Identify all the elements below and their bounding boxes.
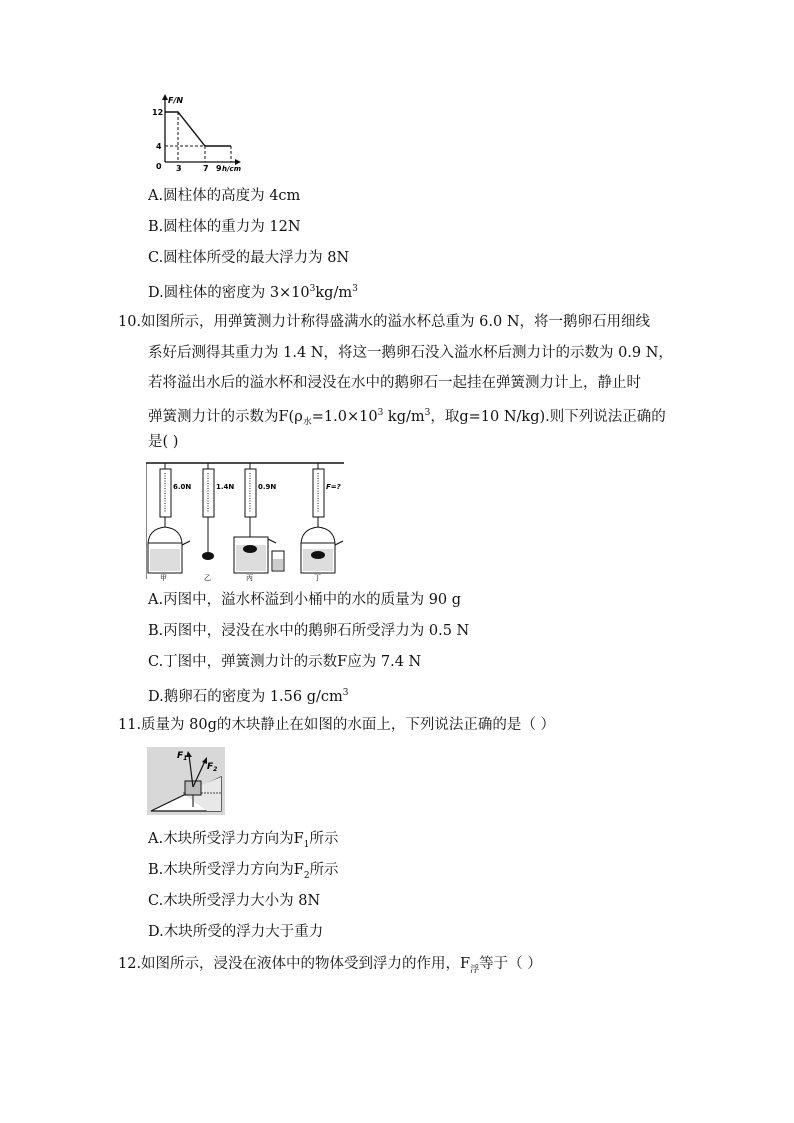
graph-ytick: 0 bbox=[156, 162, 162, 171]
q10-option-b: B.丙图中，浸没在水中的鹅卵石所受浮力为 0.5 N bbox=[148, 623, 470, 639]
q10-option-c: C.丁图中，弹簧测力计的示数F应为 7.4 N bbox=[148, 654, 422, 670]
q9-option-b: B.圆柱体的重力为 12N bbox=[148, 219, 301, 235]
q10-stem-line-1: 10.如图所示，用弹簧测力计称得盛满水的溢水杯总重为 6.0 N，将一鹅卵石用细线 bbox=[118, 314, 651, 330]
graph-xlabel: h/cm bbox=[222, 165, 241, 172]
q9-option-c: C.圆柱体所受的最大浮力为 8N bbox=[148, 250, 350, 266]
graph-ylabel: F/N bbox=[168, 96, 184, 105]
q11-stem: 11.质量为 80g的木块静止在如图的水面上，下列说法正确的是（ ） bbox=[118, 717, 556, 733]
graph-ytick: 12 bbox=[152, 108, 164, 117]
caption-bing: 丙 bbox=[246, 574, 253, 581]
force-depth-graph bbox=[145, 92, 245, 172]
reading-jia: 6.0N bbox=[173, 483, 192, 491]
q10-stem-line-2: 系好后测得其重力为 1.4 N，将这一鹅卵石没入溢水杯后测力计的示数为 0.9 N， bbox=[148, 345, 673, 361]
scale-ding bbox=[301, 463, 343, 573]
scale-jia bbox=[148, 463, 190, 573]
q11-option-b: B.木块所受浮力方向为$F_2$所示 bbox=[148, 862, 339, 881]
q10-stem-line-4: 弹簧测力计的示数为$F(\rho_水=1.0\times 10^3$ $kg/m^3$，取g=10 N/kg).则下列说法正确的 bbox=[148, 408, 666, 428]
force-f1-label: $F_1$ bbox=[177, 751, 188, 762]
q10-stem-line-3: 若将溢出水后的溢水杯和浸没在水中的鹅卵石一起挂在弹簧测力计上，静止时 bbox=[148, 375, 641, 391]
graph-xtick: 9 bbox=[216, 164, 222, 172]
force-f2-label: $F_2$ bbox=[207, 762, 218, 773]
reading-yi: 1.4N bbox=[216, 483, 235, 491]
graph-ytick: 4 bbox=[156, 142, 162, 151]
q12-stem: 12.如图所示，浸没在液体中的物体受到浮力的作用，$F_浮$等于（ ） bbox=[118, 956, 542, 975]
q11-option-c: C.木块所受浮力大小为 8N bbox=[148, 893, 321, 909]
caption-ding: 丁 bbox=[314, 574, 321, 581]
q9-option-d: D.圆柱体的密度为 $3\times 10^3kg/m^3$ bbox=[148, 284, 358, 301]
q10-option-a: A.丙图中，溢水杯溢到小桶中的水的质量为 90 g bbox=[148, 592, 462, 608]
reading-bing: 0.9N bbox=[258, 483, 277, 491]
q10-stem-line-5: 是( ) bbox=[148, 434, 179, 450]
graph-curve bbox=[165, 112, 231, 146]
graph-xtick: 7 bbox=[203, 164, 209, 172]
scale-bing bbox=[234, 463, 284, 573]
caption-jia: 甲 bbox=[160, 574, 167, 581]
floating-block-figure bbox=[147, 747, 225, 815]
q11-option-a: A.木块所受浮力方向为$F_1$所示 bbox=[148, 831, 339, 850]
q10-option-d: D.鹅卵石的密度为 1.56 $g/cm^3$ bbox=[148, 688, 349, 705]
reading-ding: F=? bbox=[326, 483, 341, 491]
caption-yi: 乙 bbox=[204, 574, 211, 581]
scale-yi bbox=[202, 463, 214, 560]
spring-scale-figure bbox=[146, 461, 346, 581]
q9-option-a: A.圆柱体的高度为 4cm bbox=[148, 188, 301, 204]
graph-xtick: 3 bbox=[176, 164, 182, 172]
q11-option-d: D.木块所受的浮力大于重力 bbox=[148, 924, 324, 940]
